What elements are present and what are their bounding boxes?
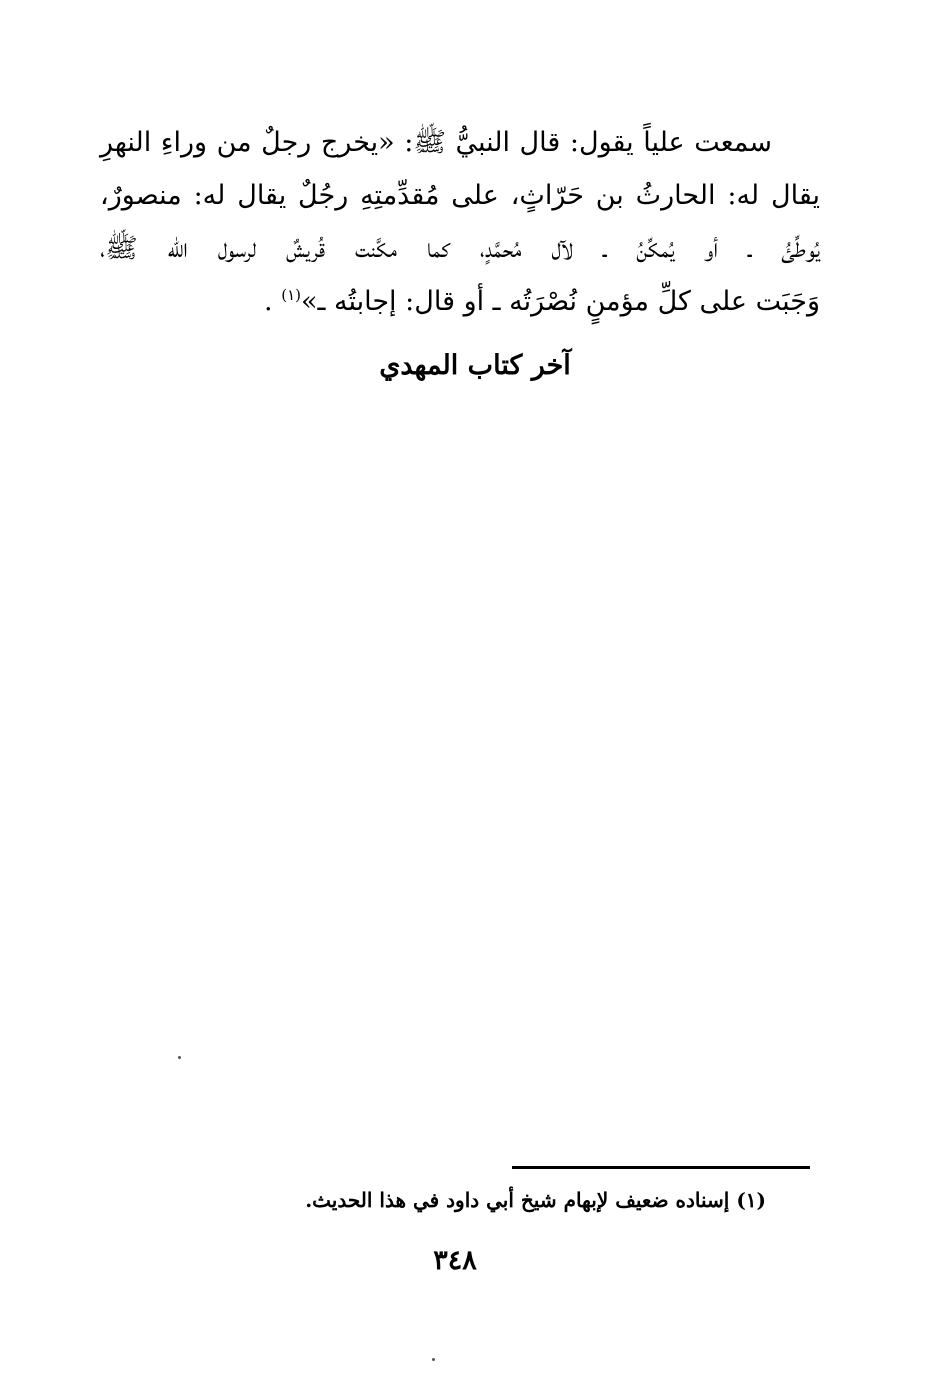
scan-speck — [432, 1358, 435, 1361]
scan-speck — [178, 1056, 181, 1059]
paragraph-line: يُوطِّئُ ـ أو يُمكِّنُ ـ لآل مُحمَّدٍ، كما مكَّنت قُريشٌ لرسول الله ﷺ، — [100, 233, 820, 264]
sentence-end-mark: . — [264, 286, 273, 317]
hadith-paragraph — [100, 116, 820, 328]
paragraph-line: سمعت علياً يقول: قال النبيُّ ﷺ: «يخرج رجلٌ من وراءِ النهرِ — [100, 127, 772, 158]
paragraph-line — [100, 275, 820, 328]
footnote-reference: (١) — [281, 286, 301, 304]
footnote-divider — [512, 1166, 810, 1169]
page-number: ٣٤٨ — [433, 1245, 477, 1276]
paragraph-line-text: وَجَبَت على كلِّ مؤمنٍ نُصْرَتُه ـ أو قال: إجابتُه ـ» — [300, 286, 820, 317]
section-end-heading: آخر كتاب المهدي — [379, 350, 571, 381]
paragraph-line: يقال له: الحارثُ بن حَرّاثٍ، على مُقدِّمتِهِ رجُلٌ يقال له: منصورٌ، — [100, 180, 820, 211]
footnote-text: (١) إسناده ضعيف لإبهام شيخ أبي داود في هذا الحديث. — [305, 1188, 766, 1212]
